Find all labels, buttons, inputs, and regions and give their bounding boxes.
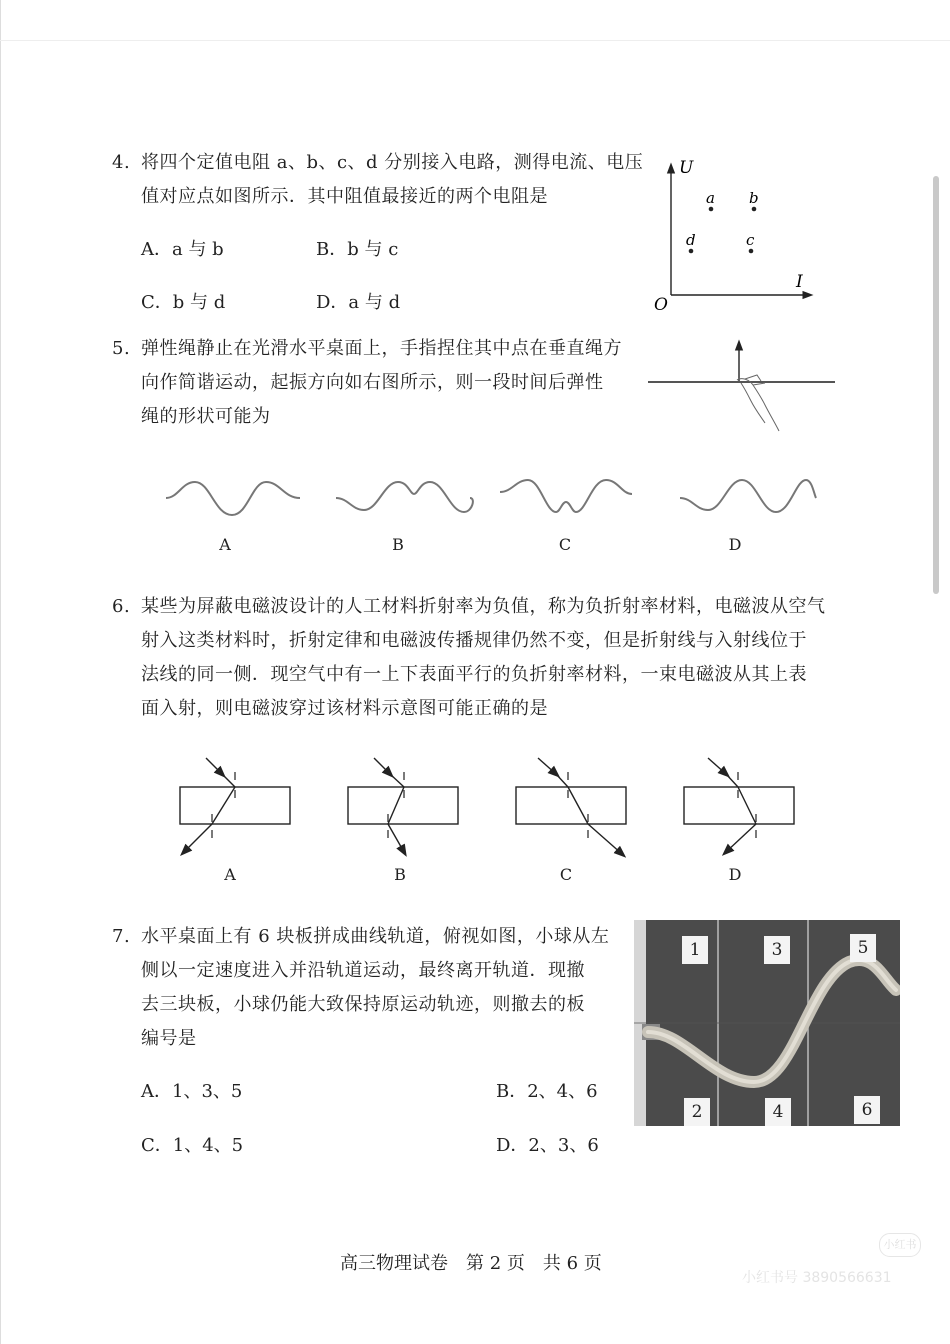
plate-2-label: 2 bbox=[684, 1098, 710, 1126]
q4-number: 4. bbox=[112, 152, 131, 173]
q5-rope-hand-diagram bbox=[645, 335, 840, 435]
plate-5-label: 5 bbox=[850, 934, 876, 962]
q4-option-a[interactable]: A．a 与 b bbox=[141, 239, 224, 260]
plate-6-label: 6 bbox=[854, 1096, 880, 1124]
wave-d bbox=[680, 480, 816, 512]
q6-label-c: C bbox=[559, 865, 573, 884]
diagram-a bbox=[180, 758, 290, 852]
q4-text-line1: 将四个定值电阻 a、b、c、d 分别接入电路，测得电流、电压 bbox=[141, 152, 644, 173]
hand-sketch bbox=[737, 375, 779, 431]
point-b bbox=[752, 207, 757, 212]
q6-text-line4: 面入射，则电磁波穿过该材料示意图可能正确的是 bbox=[141, 698, 548, 719]
y-axis-label: U bbox=[679, 158, 694, 178]
page-top-edge bbox=[0, 40, 950, 41]
q4-text-line2: 值对应点如图所示．其中阻值最接近的两个电阻是 bbox=[141, 186, 548, 207]
watermark-logo: 小红书 bbox=[879, 1233, 921, 1257]
q7-option-b[interactable]: B．2、4、6 bbox=[496, 1081, 598, 1102]
q4-option-b[interactable]: B．b 与 c bbox=[316, 239, 399, 260]
page-edge bbox=[0, 0, 1, 1344]
point-d bbox=[689, 249, 694, 254]
q5-label-c: C bbox=[558, 535, 572, 554]
q5-label-a: A bbox=[219, 535, 231, 554]
q6-number: 6. bbox=[112, 596, 131, 617]
q7-text-line3: 去三块板，小球仍能大致保持原运动轨迹，则撤去的板 bbox=[141, 994, 585, 1015]
plate-1-label: 1 bbox=[682, 936, 708, 964]
point-b-label: b bbox=[749, 189, 759, 207]
watermark-text: 小红书号 3890566631 bbox=[742, 1270, 892, 1286]
diagram-d bbox=[684, 758, 794, 852]
q7-option-c[interactable]: C．1、4、5 bbox=[141, 1135, 244, 1156]
origin-label: O bbox=[654, 295, 668, 315]
diagram-b bbox=[348, 758, 458, 852]
q6-text-line2: 射入这类材料时，折射定律和电磁波传播规律仍然不变，但是折射线与入射线位于 bbox=[141, 630, 807, 651]
q7-track-photo bbox=[634, 920, 900, 1126]
point-d-label: d bbox=[686, 231, 696, 249]
q7-option-a[interactable]: A．1、3、5 bbox=[141, 1081, 243, 1102]
q7-text-line2: 侧以一定速度进入并沿轨道运动，最终离开轨道．现撤 bbox=[141, 960, 585, 981]
plate-4-label: 4 bbox=[765, 1098, 791, 1126]
q5-label-d: D bbox=[728, 535, 742, 554]
point-c bbox=[749, 249, 754, 254]
q7-text-line1: 水平桌面上有 6 块板拼成曲线轨道，俯视如图，小球从左 bbox=[141, 926, 610, 947]
q6-label-d: D bbox=[728, 865, 742, 884]
plate-3-label: 3 bbox=[764, 936, 790, 964]
q6-label-a: A bbox=[224, 865, 236, 884]
wave-a bbox=[166, 482, 300, 515]
x-axis-label: I bbox=[796, 272, 803, 292]
point-a bbox=[709, 207, 714, 212]
q4-ui-graph bbox=[650, 150, 820, 315]
q5-option-waves bbox=[160, 470, 820, 530]
vertical-scrollbar[interactable] bbox=[933, 176, 939, 594]
q6-refraction-diagrams bbox=[170, 752, 810, 862]
q4-option-d[interactable]: D．a 与 d bbox=[316, 292, 401, 313]
point-a-label: a bbox=[706, 189, 715, 207]
q7-number: 7. bbox=[112, 926, 131, 947]
q6-label-b: B bbox=[394, 865, 406, 884]
diagram-c bbox=[516, 758, 626, 854]
q5-text-line3: 绳的形状可能为 bbox=[141, 406, 271, 427]
q6-text-line3: 法线的同一侧．现空气中有一上下表面平行的负折射率材料，一束电磁波从其上表 bbox=[141, 664, 807, 685]
q7-option-d[interactable]: D．2、3、6 bbox=[496, 1135, 599, 1156]
wave-c bbox=[500, 480, 632, 512]
wave-b bbox=[336, 482, 473, 512]
q4-option-c[interactable]: C．b 与 d bbox=[141, 292, 226, 313]
q5-text-line2: 向作简谐运动，起振方向如右图所示，则一段时间后弹性 bbox=[141, 372, 604, 393]
q5-text-line1: 弹性绳静止在光滑水平桌面上，手指捏住其中点在垂直绳方 bbox=[141, 338, 622, 359]
q7-text-line4: 编号是 bbox=[141, 1028, 197, 1049]
page-footer: 高三物理试卷 第 2 页 共 6 页 bbox=[340, 1253, 602, 1274]
q5-number: 5. bbox=[112, 338, 131, 359]
q5-label-b: B bbox=[392, 535, 404, 554]
q6-text-line1: 某些为屏蔽电磁波设计的人工材料折射率为负值，称为负折射率材料，电磁波从空气 bbox=[141, 596, 826, 617]
point-c-label: c bbox=[746, 231, 755, 249]
